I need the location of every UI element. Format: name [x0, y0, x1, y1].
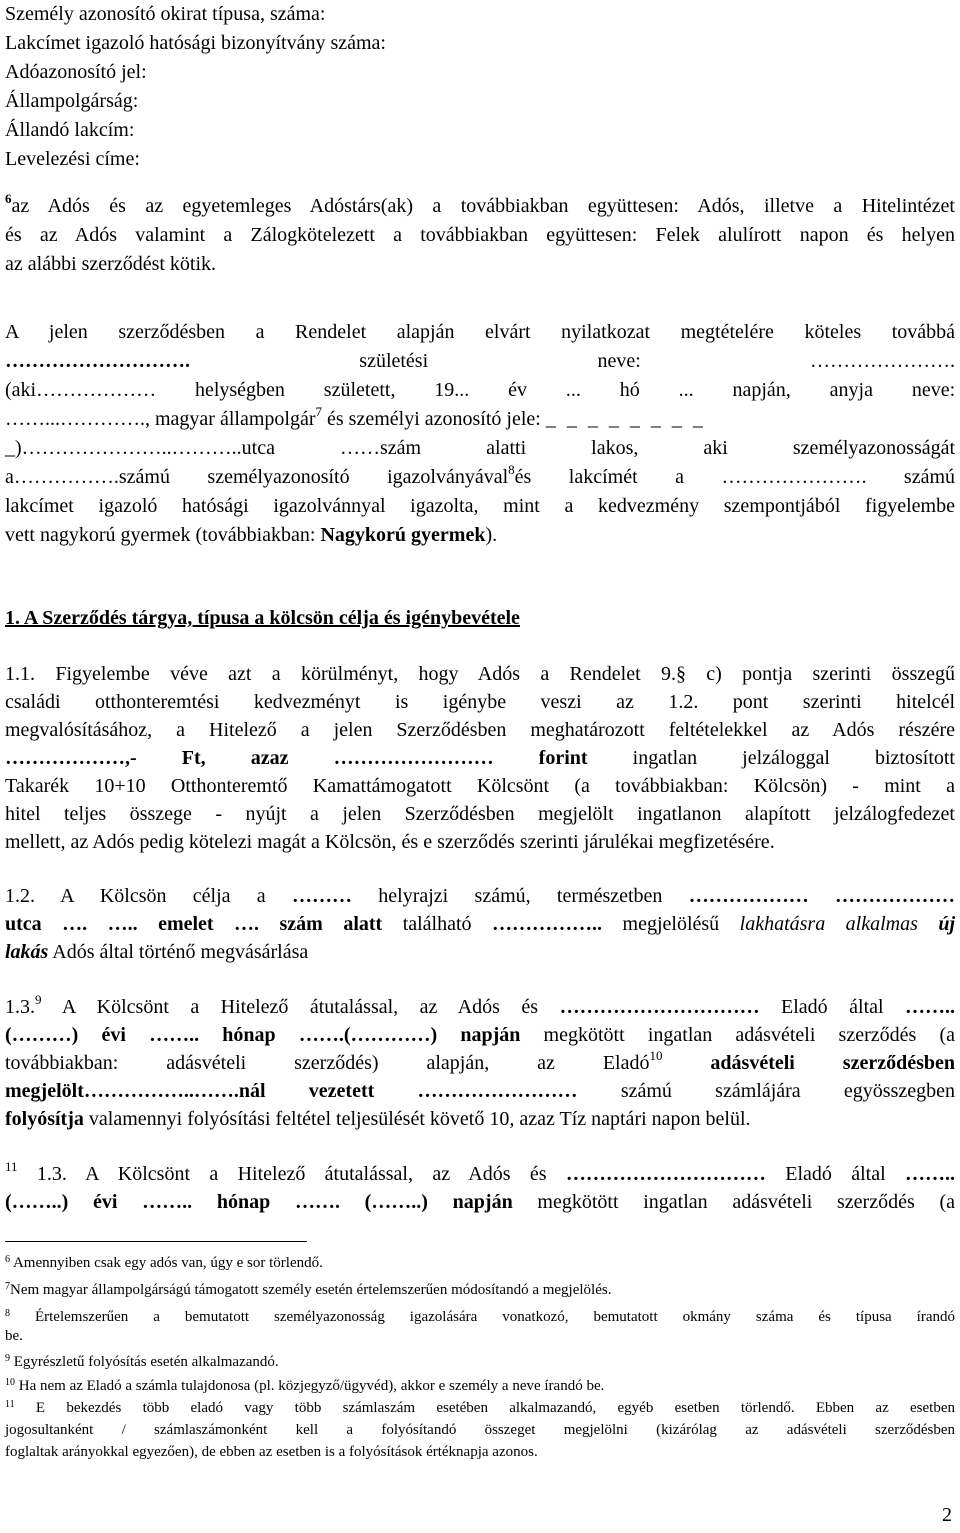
footnote: $^8$ Értelemszerűen a bemutatott személyazonosság igazolására vonatkozó, bemutatott okmány száma és típusa írandó: [5, 1308, 955, 1325]
footnote: $^9$ Egyrészletű folyósítás esetén alkalmazandó.: [5, 1353, 279, 1370]
declaration-line: a…………….számú személyazonosító igazolványával$^8$és lakcímét a …………………. számú: [5, 462, 955, 488]
footnote: $^7$Nem magyar állampolgárságú támogatott személy esetén értelemszerűen módosítandó a megjelölés.: [5, 1281, 612, 1298]
footnote-separator: [5, 1241, 307, 1242]
intro-line: az alábbi szerződést kötik.: [5, 253, 217, 275]
field-label: Adóazonosító jel:: [5, 61, 147, 83]
paragraph-line: hitel teljes összege - nyújt a jelen Szerződésben megjelölt ingatlanon alapított jelzálogfedezet: [5, 803, 955, 825]
declaration-line: ……...…………., magyar állampolgár$^7$ és személyi azonosító jele: _ _ _ _ _ _ _ _: [5, 404, 706, 430]
footnote: be.: [5, 1328, 23, 1344]
intro-line: és az Adós valamint a Zálogkötelezett a továbbiakban együttesen: Felek alulírott napon és helyen: [5, 224, 955, 246]
declaration-line: A jelen szerződésben a Rendelet alapján elvárt nyilatkozat megtételére köteles továbbá: [5, 321, 955, 343]
footnote: $^{10}$ Ha nem az Eladó a számla tulajdonosa (pl. közjegyző/ügyvéd), akkor e személy a neve írandó be.: [5, 1377, 605, 1394]
paragraph-line: családi otthonteremtési kedvezményt is igénybe veszi az 1.2. pont szerinti hitelcél: [5, 691, 955, 713]
field-label: Állandó lakcím:: [5, 119, 135, 141]
paragraph-line: mellett, az Adós pedig kötelezi magát a Kölcsön, és e szerződés szerinti járulékai megfizetésére.: [5, 831, 775, 853]
declaration-line: lakcímet igazoló hatósági igazolvánnyal igazolta, mint a kedvezmény szempontjából figyelembe: [5, 495, 955, 517]
paragraph-line: lakás Adós által történő megvásárlása: [5, 941, 309, 963]
paragraph-line: Takarék 10+10 Otthonteremtő Kamattámogatott Kölcsönt (a továbbiakban: Kölcsön) - mint a: [5, 775, 955, 797]
paragraph-line: 1.2. A Kölcsön célja a ……… helyrajzi számú, természetben ……………… ………………: [5, 885, 956, 907]
page-number: 2: [942, 1504, 952, 1526]
declaration-line: vett nagykorú gyermek (továbbiakban: Nagykorú gyermek).: [5, 524, 498, 546]
paragraph-line: megvalósításához, a Hitelező a jelen Szerződésben meghatározott feltételekkel az Adós részére: [5, 719, 955, 741]
footnote-ref: 6: [5, 191, 12, 207]
paragraph-line: $^{11}$ 1.3. A Kölcsönt a Hitelező átutalással, az Adós és ………………………… Eladó által ……..: [5, 1159, 955, 1185]
paragraph-line: továbbiakban: adásvételi szerződés) alapján, az Eladó$^{10}$ adásvételi szerződésben: [5, 1048, 955, 1074]
intro-line: $^6$az Adós és az egyetemleges Adóstárs(ak) a továbbiakban együttesen: Adós, illetve a Hitelintézet: [5, 191, 955, 217]
field-label: Levelezési címe:: [5, 148, 140, 170]
paragraph-line: folyósítja valamennyi folyósítási feltétel teljesülését követő 10, azaz Tíz naptári napon belül.: [5, 1108, 751, 1130]
field-label: Személy azonosító okirat típusa, száma:: [5, 3, 326, 25]
footnote: jogosultanként / számlaszámonként kell a folyósítandó összeget megjelölni (kizárólag az adásvételi szerződésben: [5, 1422, 955, 1438]
field-label: Állampolgárság:: [5, 90, 139, 112]
declaration-line: ………………………. születési neve: ………………….: [5, 350, 956, 372]
paragraph-line: 1.1. Figyelembe véve azt a körülményt, hogy Adós a Rendelet 9.§ c) pontja szerinti összegű: [5, 663, 955, 685]
paragraph-line: (………) évi …….. hónap …….(…………) napján megkötött ingatlan adásvételi szerződés (a: [5, 1024, 956, 1046]
declaration-line: (aki……………… helységben született, 19... év ... hó ... napján, anyja neve:: [5, 379, 956, 401]
footnote: $^{11}$ E bekezdés több eladó vagy több számlaszám esetében alkalmazandó, egyéb esetben törlendő. Ebben az esetben: [5, 1399, 955, 1416]
paragraph-line: ………………,- Ft, azaz …………………… forint ingatlan jelzáloggal biztosított: [5, 747, 955, 769]
footnote: foglaltak arányokkal egyezően), de ebben az esetben is a folyósítások értéknapja azonos.: [5, 1444, 538, 1460]
paragraph-line: megjelölt……………..…….nál vezetett …………………… számú számlájára egyösszegben: [5, 1080, 956, 1102]
declaration-line: _)…………………..………..utca ……szám alatti lakos, aki személyazonosságát: [5, 437, 956, 459]
section-heading: 1. A Szerződés tárgya, típusa a kölcsön célja és igénybevétele: [5, 607, 520, 629]
paragraph-line: (……..) évi …….. hónap ……. (……..) napján megkötött ingatlan adásvételi szerződés (a: [5, 1191, 955, 1213]
footnote: $^6$ Amennyiben csak egy adós van, úgy e sor törlendő.: [5, 1254, 323, 1271]
paragraph-line: utca …. ….. emelet …. szám alatt található …………….. megjelölésű lakhatásra alkalmas új: [5, 913, 956, 935]
paragraph-line: 1.3.$^9$ A Kölcsönt a Hitelező átutalással, az Adós és ………………………… Eladó által ……..: [5, 992, 956, 1018]
field-label: Lakcímet igazoló hatósági bizonyítvány száma:: [5, 32, 386, 54]
